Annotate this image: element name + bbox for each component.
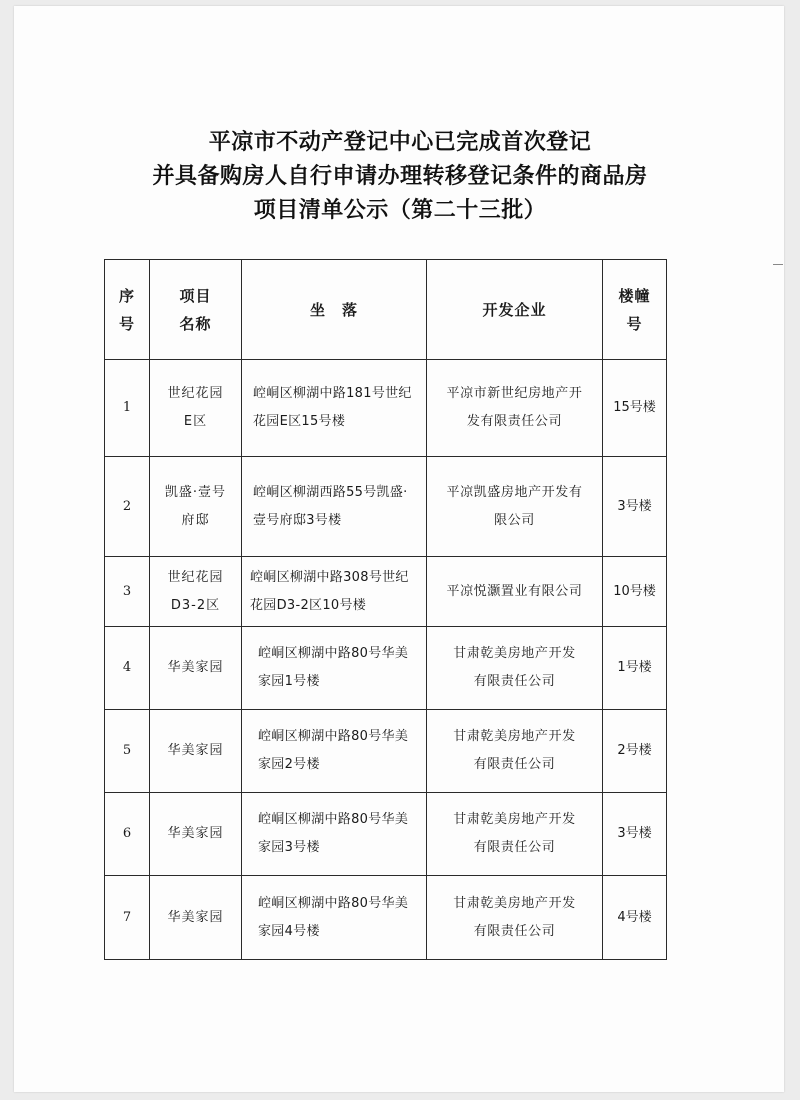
building-number: 3号楼 <box>603 457 667 557</box>
project-address <box>242 627 427 710</box>
title-line-2: 并具备购房人自行申请办理转移登记条件的商品房 <box>152 164 648 189</box>
project-developer-text: 平凉悦灏置业有限公司 <box>446 583 583 599</box>
project-developer-text: 甘肃乾美房地产开发有限责任公司 <box>453 895 576 939</box>
project-developer-text: 甘肃乾美房地产开发有限责任公司 <box>453 812 576 855</box>
project-name <box>150 557 242 627</box>
project-address-text: 崆峒区柳湖中路80号华美家园4号楼 <box>258 895 409 939</box>
header-building-line-2: 号 <box>626 314 643 333</box>
project-name <box>150 457 242 557</box>
project-address-text: 崆峒区柳湖中路80号华美家园3号楼 <box>258 812 409 855</box>
project-address <box>242 876 427 960</box>
title-line-1: 平凉市不动产登记中心已完成首次登记 <box>208 130 592 155</box>
building-number: 15号楼 <box>603 360 667 457</box>
project-name-text: 世纪花园D3-2区 <box>167 569 224 613</box>
table-row <box>105 876 667 960</box>
header-project-name <box>150 260 242 360</box>
project-address <box>242 793 427 876</box>
project-developer <box>427 876 603 960</box>
project-address-text: 崆峒区柳湖中路80号华美家园2号楼 <box>258 729 409 772</box>
project-name: 华美家园 <box>150 710 242 793</box>
project-name: 华美家园 <box>150 793 242 876</box>
project-address <box>242 457 427 557</box>
table-row <box>105 557 667 627</box>
table-row <box>105 710 667 793</box>
header-name-line-1: 项目 <box>179 286 212 305</box>
header-seq <box>105 260 150 360</box>
project-address <box>242 360 427 457</box>
row-number: 4 <box>105 627 150 710</box>
row-number: 7 <box>105 876 150 960</box>
title-line-3: 项目清单公示（第二十三批） <box>253 198 547 223</box>
building-number: 4号楼 <box>603 876 667 960</box>
header-seq-line-2: 号 <box>118 314 135 333</box>
table-row <box>105 627 667 710</box>
project-name <box>150 360 242 457</box>
building-number: 10号楼 <box>603 557 667 627</box>
project-list-table <box>104 259 667 960</box>
table-header-row <box>105 260 667 360</box>
building-number: 2号楼 <box>603 710 667 793</box>
header-building <box>603 260 667 360</box>
document-title <box>0 126 800 228</box>
building-number: 3号楼 <box>603 793 667 876</box>
project-address <box>242 710 427 793</box>
project-name: 华美家园 <box>150 627 242 710</box>
header-building-line-1: 楼幢 <box>618 286 651 305</box>
project-name-text: 世纪花园E区 <box>167 386 224 429</box>
scan-mark <box>773 264 783 265</box>
table-row <box>105 457 667 557</box>
project-address <box>242 557 427 627</box>
project-developer-text: 平凉市新世纪房地产开发有限责任公司 <box>446 386 583 429</box>
project-developer <box>427 360 603 457</box>
project-developer-text: 平凉凯盛房地产开发有限公司 <box>446 484 583 528</box>
table-row <box>105 360 667 457</box>
project-developer-text: 甘肃乾美房地产开发有限责任公司 <box>453 729 576 772</box>
project-developer <box>427 710 603 793</box>
project-address-text: 崆峒区柳湖中路308号世纪花园D3-2区10号楼 <box>250 569 409 613</box>
project-developer <box>427 627 603 710</box>
row-number: 2 <box>105 457 150 557</box>
table-row <box>105 793 667 876</box>
row-number: 5 <box>105 710 150 793</box>
project-developer <box>427 557 603 627</box>
row-number: 1 <box>105 360 150 457</box>
project-address-text: 崆峒区柳湖中路181号世纪花园E区15号楼 <box>253 386 412 429</box>
header-name-line-2: 名称 <box>179 314 212 333</box>
header-address: 坐 落 <box>242 260 427 360</box>
project-developer <box>427 793 603 876</box>
project-address-text: 崆峒区柳湖西路55号凯盛·壹号府邸3号楼 <box>253 484 408 528</box>
header-seq-line-1: 序 <box>118 286 135 305</box>
project-developer-text: 甘肃乾美房地产开发有限责任公司 <box>453 646 576 689</box>
header-developer: 开发企业 <box>427 260 603 360</box>
project-developer <box>427 457 603 557</box>
row-number: 3 <box>105 557 150 627</box>
project-name-text: 凯盛·壹号府邸 <box>164 484 227 528</box>
row-number: 6 <box>105 793 150 876</box>
project-name: 华美家园 <box>150 876 242 960</box>
building-number: 1号楼 <box>603 627 667 710</box>
project-address-text: 崆峒区柳湖中路80号华美家园1号楼 <box>258 646 409 689</box>
